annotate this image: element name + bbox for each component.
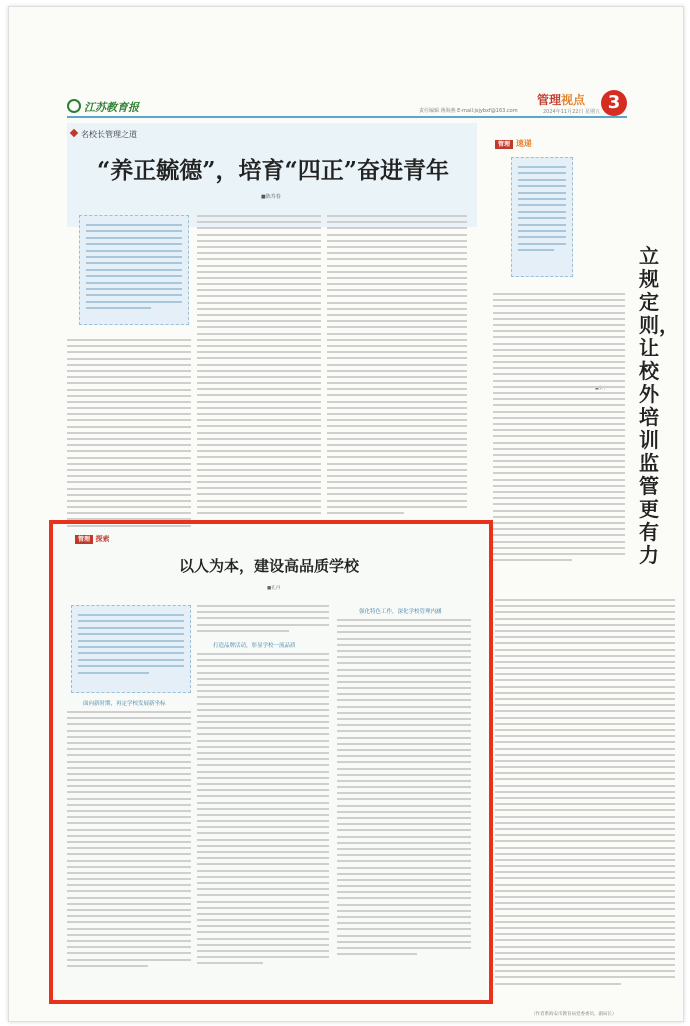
sub-article-title: 以人为本，建设高品质学校	[178, 557, 359, 575]
section-name-accent: 视点	[561, 93, 586, 107]
right-column-tag: 管理	[495, 140, 513, 149]
right-article-title: 立规定则，让校外培训监管更有力	[639, 244, 679, 567]
page-number-badge: 3	[601, 90, 627, 116]
highlight-frame	[49, 520, 493, 1004]
lead-body-column-2	[197, 215, 321, 518]
masthead-rule	[67, 116, 627, 118]
lead-article-author: ■陈寿春	[261, 194, 281, 200]
sub-section-head-3: 强化特色工作，深化学校管理内涵	[359, 609, 442, 615]
section-name	[537, 91, 585, 108]
right-body-column-bottom	[495, 599, 675, 989]
diamond-icon	[70, 129, 78, 137]
issue-date: 2024年11月22日 星期五	[543, 109, 601, 115]
right-body-column-top	[493, 293, 625, 565]
right-column-tag-accent: 速递	[515, 139, 532, 148]
sub-section-head-1: 面向新时期，再定学校发展新坐标	[83, 701, 166, 707]
lead-column-label-text: 名校长管理之道	[81, 130, 137, 139]
lead-pull-quote	[79, 215, 189, 325]
section-name-main: 管理	[537, 93, 562, 107]
author-footnote: （作者系海安市教育局党委委员、副局长）	[531, 1012, 617, 1017]
right-pull-quote	[511, 157, 573, 277]
lead-body-column-1	[67, 339, 191, 543]
sub-article-author: ■孔丹	[267, 586, 281, 591]
sub-column-tag: 管理	[75, 535, 93, 544]
lead-body-column-3	[327, 215, 467, 518]
right-column-label	[495, 138, 532, 149]
editor-line: 责任编辑 蒋海燕 E-mail:jsjybxf@163.com	[419, 108, 518, 114]
logo-text: 江苏教育报	[84, 101, 139, 114]
masthead-logo	[67, 99, 139, 115]
newspaper-page	[8, 6, 684, 1022]
lead-article-title: “养正毓德”，培育“四正”奋进青年	[97, 157, 449, 184]
sub-section-head-2: 打造品牌活动，彰显学校一流品质	[213, 643, 296, 649]
sub-column-tag-accent: 探索	[95, 535, 110, 543]
logo-ring-icon	[67, 99, 81, 113]
lead-column-label	[71, 129, 137, 140]
